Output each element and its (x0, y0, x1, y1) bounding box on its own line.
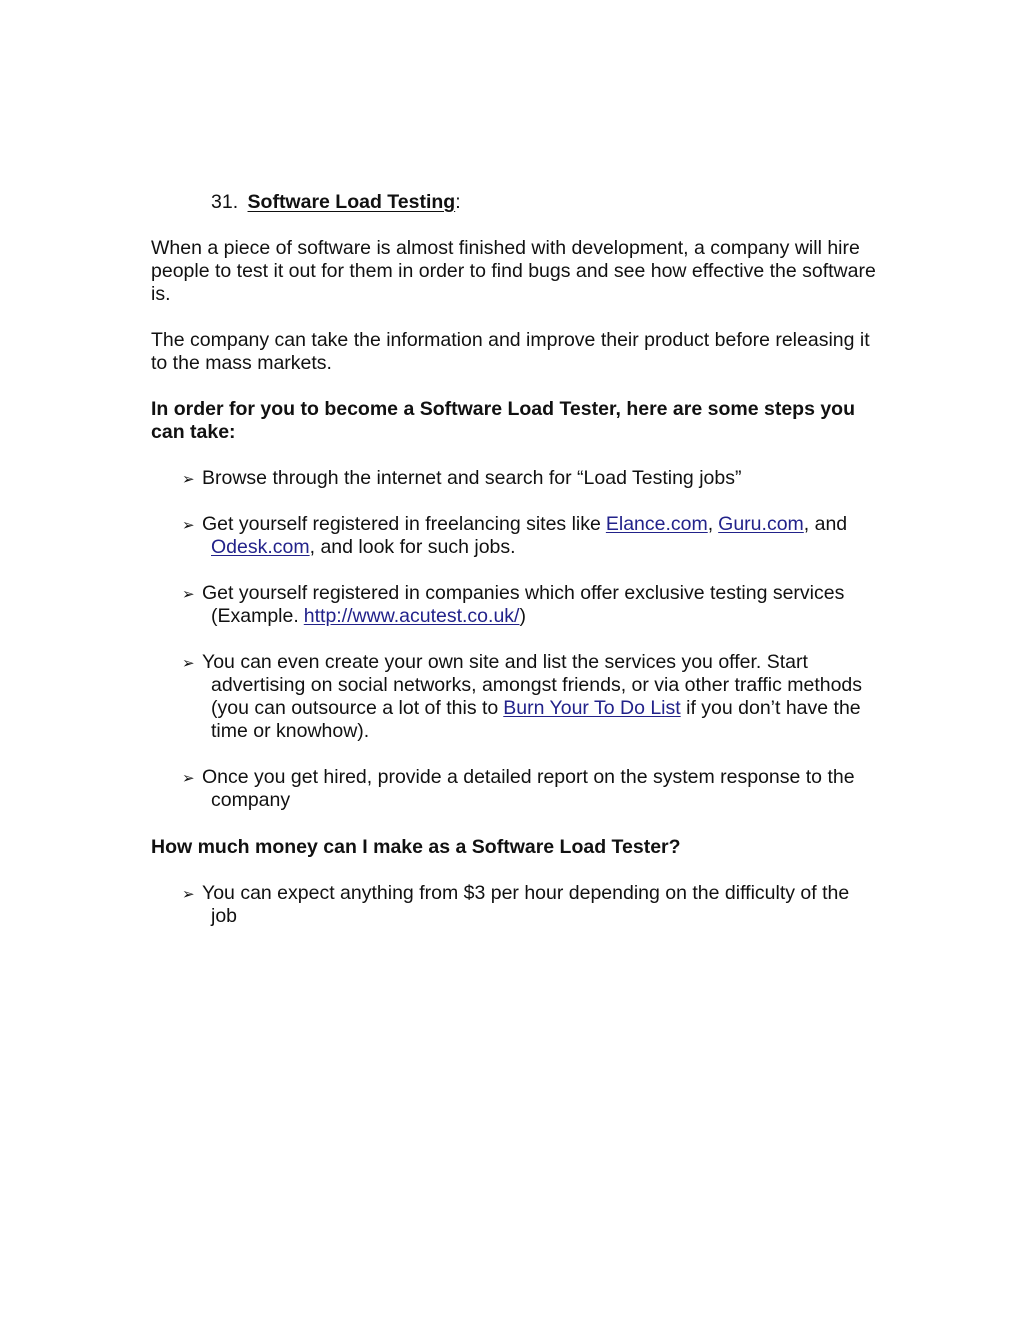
money-heading: How much money can I make as a Software Load Tester? (151, 836, 681, 858)
list-item-continuation (211, 605, 526, 628)
list-item-text: if you don’t have the (680, 697, 861, 719)
paragraph-line: to the mass markets. (151, 352, 332, 374)
list-item-continuation: company (211, 789, 291, 811)
section-heading (211, 191, 461, 214)
section-title: Software Load Testing (247, 191, 456, 213)
list-item-text: Browse through the internet and search for “Load Testing jobs” (202, 467, 742, 489)
paragraph-line: people to test it out for them in order to find bugs and see how effective the software (151, 260, 876, 282)
arrow-bullet-icon: ➢ (182, 586, 195, 603)
list-item-continuation: time or knowhow). (211, 720, 370, 742)
list-item-text: Once you get hired, provide a detailed report on the system response to the (202, 766, 855, 788)
list-item-text: Get yourself registered in companies which offer exclusive testing services (202, 582, 845, 604)
list-item-text: Get yourself registered in freelancing sites like (202, 513, 601, 535)
arrow-bullet-icon: ➢ (182, 770, 195, 787)
list-item-text: ) (519, 605, 526, 627)
list-item-text: (you can outsource a lot of this to (211, 697, 499, 719)
list-item (182, 766, 855, 790)
heading-colon: : (455, 191, 461, 213)
elance-link[interactable]: Elance.com (605, 513, 708, 535)
guru-link[interactable]: Guru.com (718, 513, 804, 535)
paragraph-line: The company can take the information and improve their product before releasing it (151, 329, 870, 351)
odesk-link[interactable]: Odesk.com (211, 536, 310, 558)
list-item (182, 513, 847, 537)
list-item-text: , and (803, 513, 848, 535)
paragraph-line: When a piece of software is almost finished with development, a company will hire (151, 237, 860, 259)
list-item-text: You can expect anything from $3 per hour depending on the difficulty of the (202, 882, 850, 904)
list-item (182, 582, 844, 606)
acutest-link[interactable]: http://www.acutest.co.uk/ (303, 605, 520, 627)
steps-heading: can take: (151, 421, 236, 443)
arrow-bullet-icon: ➢ (182, 471, 195, 488)
list-item-continuation (211, 536, 516, 559)
list-item-text: , and look for such jobs. (309, 536, 516, 558)
arrow-bullet-icon: ➢ (182, 655, 195, 672)
list-item-continuation: job (211, 905, 238, 927)
list-item-continuation: advertising on social networks, amongst friends, or via other traffic methods (211, 674, 863, 696)
list-item-text: (Example. (211, 605, 299, 627)
list-item-continuation (211, 697, 861, 720)
list-item-text: You can even create your own site and list the services you offer. Start (202, 651, 808, 673)
burn-your-to-do-list-link[interactable]: Burn Your To Do List (503, 697, 681, 719)
list-item (182, 467, 741, 491)
separator-text: , (707, 513, 714, 535)
list-item (182, 882, 849, 906)
paragraph-line: is. (151, 283, 171, 305)
steps-heading: In order for you to become a Software Load Tester, here are some steps you (151, 398, 855, 420)
list-item (182, 651, 808, 675)
arrow-bullet-icon: ➢ (182, 517, 195, 534)
arrow-bullet-icon: ➢ (182, 886, 195, 903)
section-number: 31. (211, 191, 239, 213)
